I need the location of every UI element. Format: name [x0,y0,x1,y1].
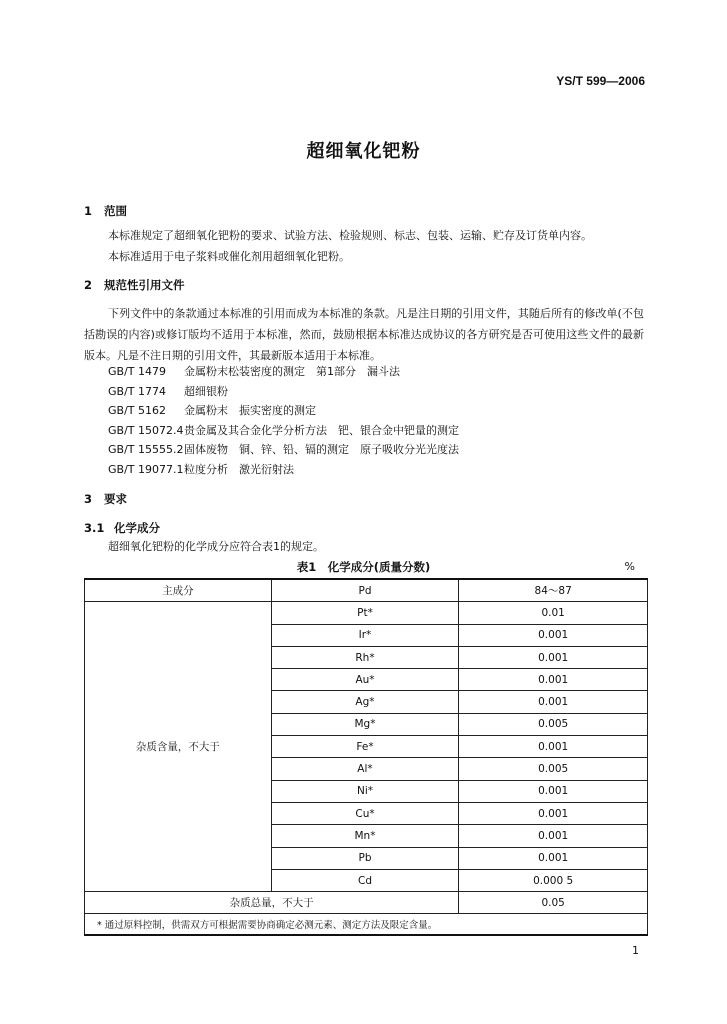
section-3-1-title: 化学成分 [114,521,160,535]
table-unit: % [624,560,635,573]
impurity-label: 杂质含量，不大于 [85,602,272,892]
impurity-element: Mn* [271,825,459,847]
table-row [85,602,648,624]
reference-title: 粒度分析 激光衍射法 [184,462,294,476]
composition-table [84,578,648,936]
reference-item [108,382,459,402]
impurity-value: 0.01 [459,602,648,624]
impurity-value: 0.001 [459,802,648,824]
section-1-number: 1 [84,204,93,218]
impurity-value: 0.001 [459,780,648,802]
section-2-heading [84,277,185,293]
impurity-element: Au* [271,669,459,691]
reference-title: 金属粉末 振实密度的测定 [184,404,316,418]
impurity-element: Fe* [271,736,459,758]
reference-title: 固体废物 铜、锌、铅、镉的测定 原子吸收分光光度法 [184,443,459,457]
reference-title: 贵金属及其合金化学分析方法 钯、银合金中钯量的测定 [184,423,459,437]
page-number: 1 [632,944,639,957]
impurity-value: 0.001 [459,669,648,691]
reference-code: GB/T 5162 [108,404,166,418]
reference-code: GB/T 1774 [108,384,166,398]
section-3-1-number: 3.1 [84,521,105,535]
section-1-line-2: 本标准适用于电子浆料或催化剂用超细氧化钯粉。 [108,250,350,263]
section-3-heading [84,491,127,507]
section-2-number: 2 [84,278,93,292]
section-1-line-1: 本标准规定了超细氧化钯粉的要求、试验方法、检验规则、标志、包装、运输、贮存及订货单内容。 [108,229,592,242]
impurity-element: Cd [271,869,459,891]
impurity-value: 0.000 5 [459,869,648,891]
table-row-main [85,579,648,602]
impurity-value: 0.001 [459,691,648,713]
main-value: 84～87 [459,579,648,602]
impurity-element: Cu* [271,802,459,824]
impurity-element: Mg* [271,713,459,735]
impurity-value: 0.001 [459,736,648,758]
section-2-title: 规范性引用文件 [104,278,185,292]
impurity-value: 0.005 [459,713,648,735]
impurity-element: Ni* [271,780,459,802]
reference-item [108,401,459,421]
impurity-value: 0.001 [459,646,648,668]
section-3-number: 3 [84,492,93,506]
impurity-element: Rh* [271,646,459,668]
section-3-1-text: 超细氧化钯粉的化学成分应符合表1的规定。 [108,540,324,553]
standard-code: YS/T 599—2006 [556,74,645,88]
total-impurity-value: 0.05 [459,892,648,914]
reference-code: GB/T 19077.1 [108,462,184,476]
reference-title: 超细银粉 [184,384,228,398]
section-1-title: 范围 [104,204,127,218]
reference-code: GB/T 15555.2 [108,443,184,457]
impurity-element: Al* [271,758,459,780]
impurity-value: 0.005 [459,758,648,780]
section-3-title: 要求 [104,492,127,506]
section-1-heading [84,203,127,219]
section-2-paragraph: 下列文件中的条款通过本标准的引用而成为本标准的条款。凡是注日期的引用文件，其随后所有的修改单(不包括勘误的内容)或修订版均不适用于本标准，然而，鼓励根据本标准达成协议的各方研究是否可使用这些文件的最新版本。凡是不注日期的引用文件，其最新版本适用于本标准。 [84,307,644,362]
reference-item [108,421,459,441]
reference-list [108,362,459,480]
impurity-element: Ir* [271,624,459,646]
impurity-element: Pb [271,847,459,869]
impurity-value: 0.001 [459,624,648,646]
reference-item [108,440,459,460]
impurity-element: Ag* [271,691,459,713]
reference-item [108,362,459,382]
table-row-total [85,892,648,914]
impurity-value: 0.001 [459,847,648,869]
table-caption: 表1 化学成分(质量分数) [296,560,431,574]
reference-item [108,460,459,480]
impurity-value: 0.001 [459,825,648,847]
total-impurity-label: 杂质总量，不大于 [85,892,459,914]
reference-title: 金属粉末松装密度的测定 第1部分 漏斗法 [184,365,400,378]
document-title: 超细氧化钯粉 [306,141,421,162]
table-row-note [85,914,648,936]
impurity-element: Pt* [271,602,459,624]
reference-code: GB/T 1479 [108,365,166,378]
main-component-label: 主成分 [85,579,272,602]
main-element: Pd [271,579,459,602]
table-note: * 通过原料控制，供需双方可根据需要协商确定必测元素、测定方法及限定含量。 [85,914,648,936]
section-3-1-heading [84,520,160,536]
reference-code: GB/T 15072.4 [108,423,184,437]
